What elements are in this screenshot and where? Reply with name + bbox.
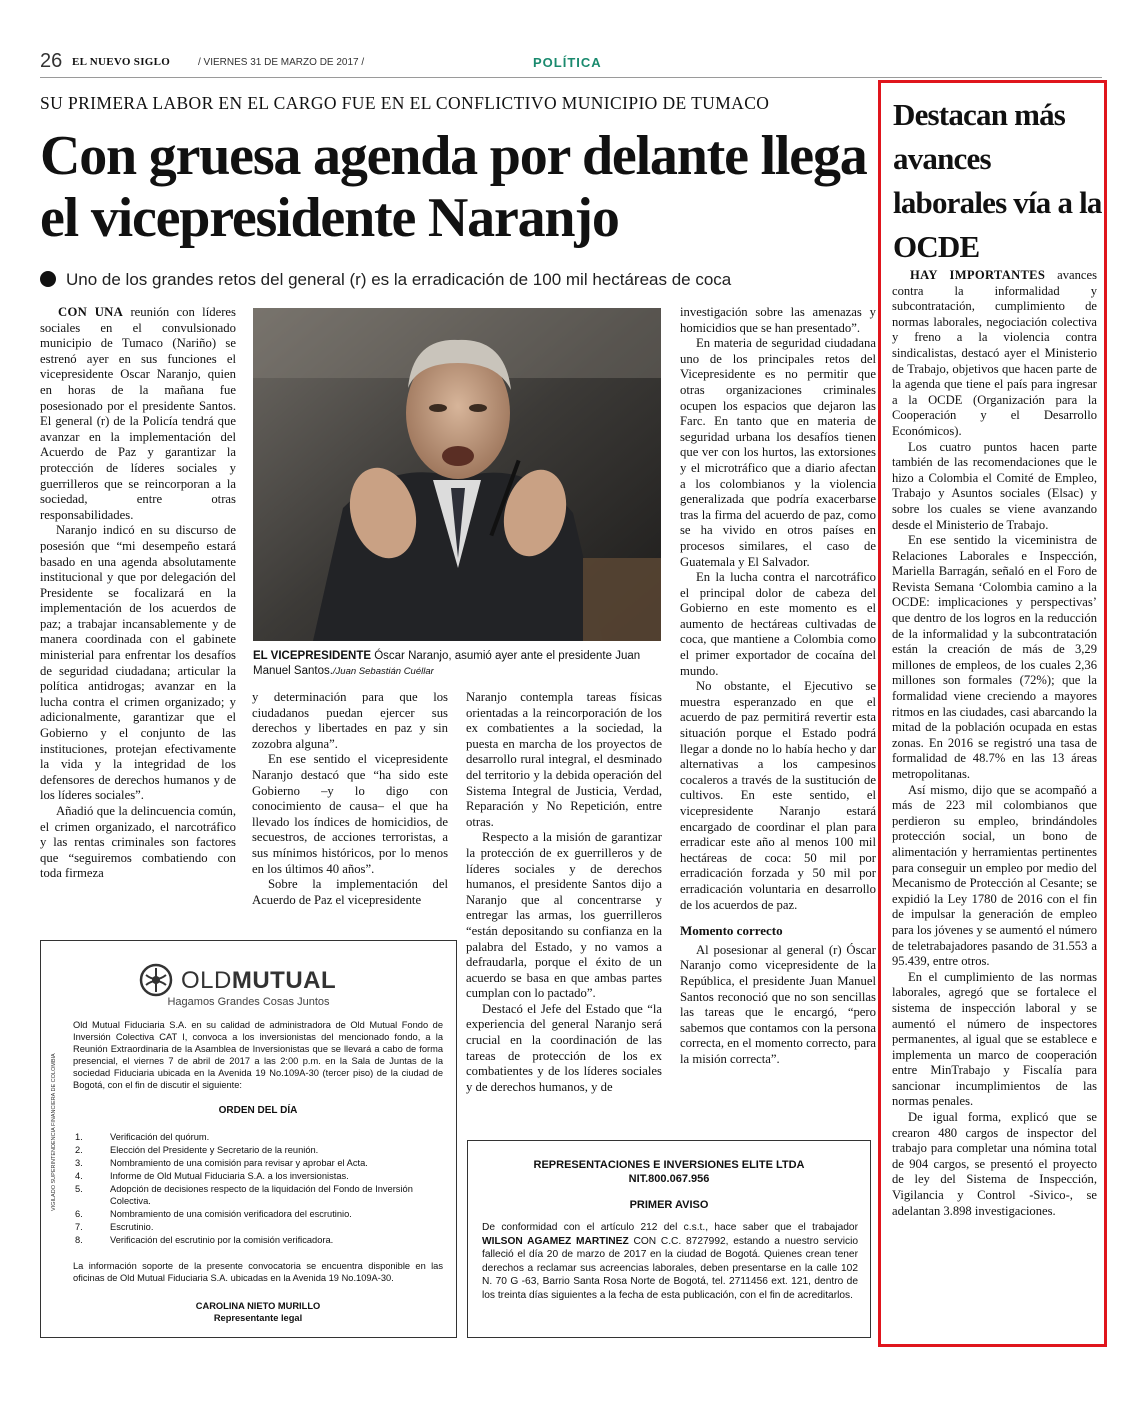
brand-light: OLD (181, 967, 232, 994)
item-number: 4. (75, 1171, 83, 1181)
paragraph: Los cuatro puntos hacen parte también de las recomendaciones que le hizo a Colombia el Comité de Empleo, Trabajo y Asuntos sociales (Elsac) y sobre los cuales se viene avanzando desde el Ministerio de Trabajo. (892, 439, 1097, 532)
photo-caption (253, 649, 661, 679)
article-column-3 (466, 690, 662, 1140)
article-kicker: SU PRIMERA LABOR EN EL CARGO FUE EN EL CONFLICTIVO MUNICIPIO DE TUMACO (40, 93, 770, 113)
paragraph-text: avances contra la informalidad y subcontratación, cumplimiento de normas laborales, negociación colectiva y freno a la violencia contra sindicalistas, destacó ayer el Ministerio de Trabajo, objetivos que hacen parte de la agenda que tiene el país para ingresar a la OCDE (Organización para la Cooperación y el Desarrollo Económicos). (892, 268, 1097, 438)
list-item (75, 1131, 443, 1143)
article-photo (253, 308, 661, 641)
item-text: Escrutinio. (110, 1222, 154, 1232)
issue-date: / VIERNES 31 DE MARZO DE 2017 / (198, 57, 365, 68)
lead-in: CON UNA (58, 305, 124, 319)
paragraph: En el cumplimiento de las normas laborales, agregó que se fortalece el sistema de inspección laboral y se aumentó el número de inspectores permanentes, al igual que se establece e implementa un marco de cooperación entre MinTrabajo y Fiscalía para sancionar incumplimientos de las normas penales. (892, 969, 1097, 1109)
ad-body (482, 1221, 858, 1303)
paragraph: Sobre la implementación del Acuerdo de Paz el vicepresidente (252, 877, 448, 907)
vicepresident-photo-illustration (253, 308, 661, 641)
worker-name: WILSON AGAMEZ MARTINEZ (482, 1235, 629, 1247)
list-item (75, 1183, 443, 1207)
article-headline: Con gruesa agenda por delante llega el vicepresidente Naranjo (40, 125, 867, 249)
paragraph: investigación sobre las amenazas y homicidios que se han presentado”. (680, 305, 876, 335)
ad-body (73, 1019, 443, 1324)
item-text: Verificación del escrutinio por la comisión verificadora. (110, 1235, 334, 1245)
article-column-2 (252, 690, 448, 915)
list-item (75, 1144, 443, 1156)
bullet-dot-icon (40, 271, 56, 287)
ad-intro: Old Mutual Fiduciaria S.A. en su calidad de administradora de Old Mutual Fondo de Inversión Colectiva CAT I, convoca a los inversionistas del mencionado fondo, a la Reunión Extraordinaria de la Asamblea de Inversionistas que se llevará a cabo de forma presencial, el viernes 7 de abril de 2017 a las 2:00 p.m. en la Sala de Juntas de la sociedad Fiduciaria ubicada en la Avenida 19 No.109A-30 (tercer piso) de la ciudad de Bogotá, con el fin de discutir el siguiente: (73, 1020, 443, 1090)
page-header (40, 50, 1102, 78)
old-mutual-notice-ad (40, 940, 457, 1338)
list-item (75, 1234, 443, 1246)
item-number: 1. (75, 1132, 83, 1142)
newspaper-name: EL NUEVO SIGLO (72, 56, 171, 68)
brand-bold: MUTUAL (231, 967, 337, 994)
caption-text: Óscar Naranjo, asumió ayer ante el presidente Juan Manuel Santos. (253, 650, 641, 677)
paragraph: Así mismo, dijo que se acompañó a más de 223 mil colombianos que perdieron su empleo, brindándoles protección social, un bono de alimentación y herramientas pertinentes para conseguir un empleo por medio del Mecanismo de Protección al Cesante; se expidió la Ley 1780 de 2016 con el fin de impulsar la generación de empleo para los jóvenes y se aumentó el número de teletrabajadores pasando de 31.553 a 95.439, entre otros. (892, 782, 1097, 969)
company-name: REPRESENTACIONES E INVERSIONES ELITE LTDA (533, 1159, 805, 1171)
section-label: POLÍTICA (533, 55, 602, 70)
item-number: 5. (75, 1184, 83, 1194)
item-number: 7. (75, 1222, 83, 1232)
item-text: Adopción de decisiones respecto de la liquidación del Fondo de Inversión Colectiva. (110, 1184, 413, 1206)
vigilado-label: VIGILADO SUPERINTENDENCIA FINANCIERA DE COLOMBIA (51, 1053, 57, 1211)
page-number: 26 (40, 50, 63, 72)
ad-tagline: Hagamos Grandes Cosas Juntos (167, 996, 330, 1008)
item-number: 3. (75, 1158, 83, 1168)
sidebar-body (892, 268, 1097, 1338)
paragraph: Añadió que la delincuencia común, el crimen organizado, el narcotráfico y las rentas criminales son factores que “seguiremos combatiendo con toda firmeza (40, 804, 236, 881)
paragraph: En la lucha contra el narcotráfico el principal dolor de cabeza del Gobierno en este momento es el aumento de hectáreas cultivadas de coca, que mantiene a Colombia como el primer exportador de cocaína del mundo. (680, 570, 876, 678)
list-item (75, 1157, 443, 1169)
item-text: Verificación del quórum. (110, 1132, 210, 1142)
photo-credit: /Juan Sebastián Cuéllar (332, 666, 434, 677)
lead-in: HAY IMPORTANTES (910, 268, 1046, 282)
elite-notice-ad (467, 1140, 871, 1338)
ad-text: De conformidad con el artículo 212 del c.s.t., hace saber que el trabajador (482, 1222, 858, 1233)
paragraph: Al posesionar al general (r) Óscar Naranjo como vicepresidente de la República, el presidente Juan Manuel Santos reconoció que no son sencillas las tareas que le encargó, “pero sabemos que contamos con la persona correcta, en el momento correcto, para la misión correcta”. (680, 942, 876, 1066)
sidebar-headline: Destacan más avances laborales vía a la OCDE (893, 97, 1102, 264)
item-text: Nombramiento de una comisión verificadora del escrutinio. (110, 1209, 352, 1219)
paragraph-text: reunión con líderes sociales en el convulsionado municipio de Tumaco (Nariño) se estrenó ayer en sus funciones el vicepresidente Oscar Naranjo, quien en horas de la mañana fue posesionado por el presidente Santos. El general (r) de la Policía tendrá que avanzar en la implementación del Acuerdo de Paz y garantizar la protección de líderes sociales y guerrilleros que se reincorporan a la sociedad, entre otras responsabilidades. (40, 305, 236, 522)
signer-name: CAROLINA NIETO MURILLO (195, 1301, 321, 1311)
paragraph: No obstante, el Ejecutivo se muestra esperanzado en que el acuerdo de paz permitirá revertir esta situación porque el Estado podrá llegar a donde no lo había hecho y dar alternativas a los campesinos cocaleros a través de la sustitución de cultivos. En este sentido, el vicepresidente Naranjo estará encargado de coordinar el plan para erradicar este año al menos 100 mil hectáreas de coca: 50 mil por erradicación forzada y 50 mil por erradicación voluntaria en desarrollo de los acuerdos de paz. (680, 679, 876, 912)
item-text: Informe de Old Mutual Fiduciaria S.A. a los inversionistas. (110, 1171, 349, 1181)
item-number: 2. (75, 1145, 83, 1155)
signer-role: Representante legal (213, 1313, 303, 1323)
paragraph (40, 305, 236, 523)
paragraph: En ese sentido la viceministra de Relaciones Laborales e Inspección, Mariella Barragán, señaló en el Foro de Revista Semana ‘Colombia camino a la OCDE: implicaciones y perspectivas’ que dentro de los logros en la reducción de la informalidad y la subcontratación están la creación de más de 3,29 millones de empleos, de los cuales 2,36 millones son formales (72%); que la formalidad viene creciendo a mayores ritmos en las ciudades, casi abarcando la mitad de la población ocupada en estas zonas. En 2016 se registró una tasa de formalidad de 48.7% en las 13 áreas metropolitanas. (892, 533, 1097, 781)
list-item (75, 1208, 443, 1220)
paragraph: Naranjo contempla tareas físicas orientadas a la reincorporación de los ex combatientes a la sociedad, la puesta en marcha de los proyectos de desarrollo rural integral, el desminado del territorio y la debida operación del Sistema Integral de Justicia, Verdad, Reparación y No Repetición, entre otras. (466, 690, 662, 829)
paragraph (892, 268, 1097, 440)
article-subhead (40, 270, 870, 290)
item-number: 6. (75, 1209, 83, 1219)
paragraph: De igual forma, explicó que se crearon 480 cargos de inspector del trabajo para completar una nómina total de 904 cargos, se presentó el proyecto de ley del Sistema de Inspección, Vigilancia y Control -Sivico-, se adelantan 3.898 investigaciones. (892, 1110, 1097, 1218)
paragraph: Destacó el Jefe del Estado que “la experiencia del general Naranjo será crucial en la coordinación de las tareas de protección de los ex combatientes y de los líderes sociales y de derechos humanos, y de (466, 1001, 662, 1094)
sidebar-article (878, 80, 1107, 1347)
item-number: 8. (75, 1235, 83, 1245)
item-text: Elección del Presidente y Secretario de la reunión. (110, 1145, 319, 1155)
article-column-4 (680, 305, 876, 1145)
paragraph: En materia de seguridad ciudadana uno de los principales retos del Vicepresidente es no permitir que otras organizaciones criminales ocupen los espacios que dejaron las Farc. En tanto que en materia de seguridad urbana los desafíos tienen que ver con los hurtos, las extorsiones y el microtráfico que a diario afectan a los colombianos y la violencia generalizada que podría exacerbarse tras la firma del acuerdo de paz, como se ha vivido en otros países en procesos similares, el caso de Guatemala y El Salvador. (680, 336, 876, 569)
list-item (75, 1170, 443, 1182)
agenda-list (75, 1131, 443, 1246)
item-text: Nombramiento de una comisión para revisar y aprobar el Acta. (110, 1158, 368, 1168)
orden-del-dia-title: ORDEN DEL DÍA (218, 1105, 298, 1116)
subhead-text: Uno de los grandes retos del general (r) es la erradicación de 100 mil hectáreas de coca (66, 270, 732, 289)
section-subheading: Momento correcto (680, 923, 783, 939)
paragraph: En ese sentido el vicepresidente Naranjo destacó que “ha sido este Gobierno –y lo digo con conocimiento de causa– el que ha llevado los índices de homicidios, de secuestros, de acciones terroristas, a sus mínimos históricos, por lo menos en los últimos 40 años”. (252, 752, 448, 876)
company-nit: NIT.800.067.956 (628, 1173, 710, 1185)
paragraph: y determinación para que los ciudadanos puedan ejercer sus derechos y libertades en paz y sin zozobra alguna”. (252, 690, 448, 751)
paragraph: Respecto a la misión de garantizar la protección de ex guerrilleros y de líderes sociales y de derechos humanos, el presidente Santos dijo a Naranjo que al concentrarse y entregar las armas, los guerrilleros “están depositando su confianza en la palabra del Estado, y no vamos a defraudarla, porque el éxito de un acuerdo se basa en que ambas partes cumplan con lo pactado”. (466, 830, 662, 1001)
ad-text: CON C.C. 8727992, estando a nuestro servicio falleció el día 20 de marzo de 2017 en la ciudad de Bogotá. Quienes crean tener derechos a reclamar sus acreencias laborales, deben presentarse en la calle 102 N. 70 G -63, Barrio Santa Rosa Norte de Bogotá, tel. 2711456 ext. 121, dentro de los treinta días siguientes a la fecha de esta publicación, con el fin de acreditarlos. (482, 1235, 858, 1301)
caption-label: EL VICEPRESIDENTE (253, 650, 372, 662)
aviso-label: PRIMER AVISO (629, 1199, 709, 1211)
article-column-1 (40, 305, 236, 910)
paragraph: Naranjo indicó en su discurso de posesión que “mi desempeño estará basado en una agenda absolutamente institucional y que por delegación del Presidente se focalizará en la implementación de los acuerdos de paz; a trabajar incansablemente y de manera coordinada con el gabinete ministerial para enfrentar los desafíos de seguridad ciudadana; articular la política antidrogas; avanzar en la lucha contra el crimen organizado; y adicionalmente, garantizar que el Gobierno y el conjunto de las instituciones, protejan efectivamente la vida y la integridad de los defensores de derechos humanos y de los líderes sociales”. (40, 523, 236, 803)
ad-info: La información soporte de la presente convocatoria se encuentra disponible en las oficinas de Old Mutual Fiduciaria S.A. ubicadas en la Avenida 19 No.109A-30. (73, 1261, 443, 1283)
list-item (75, 1221, 443, 1233)
